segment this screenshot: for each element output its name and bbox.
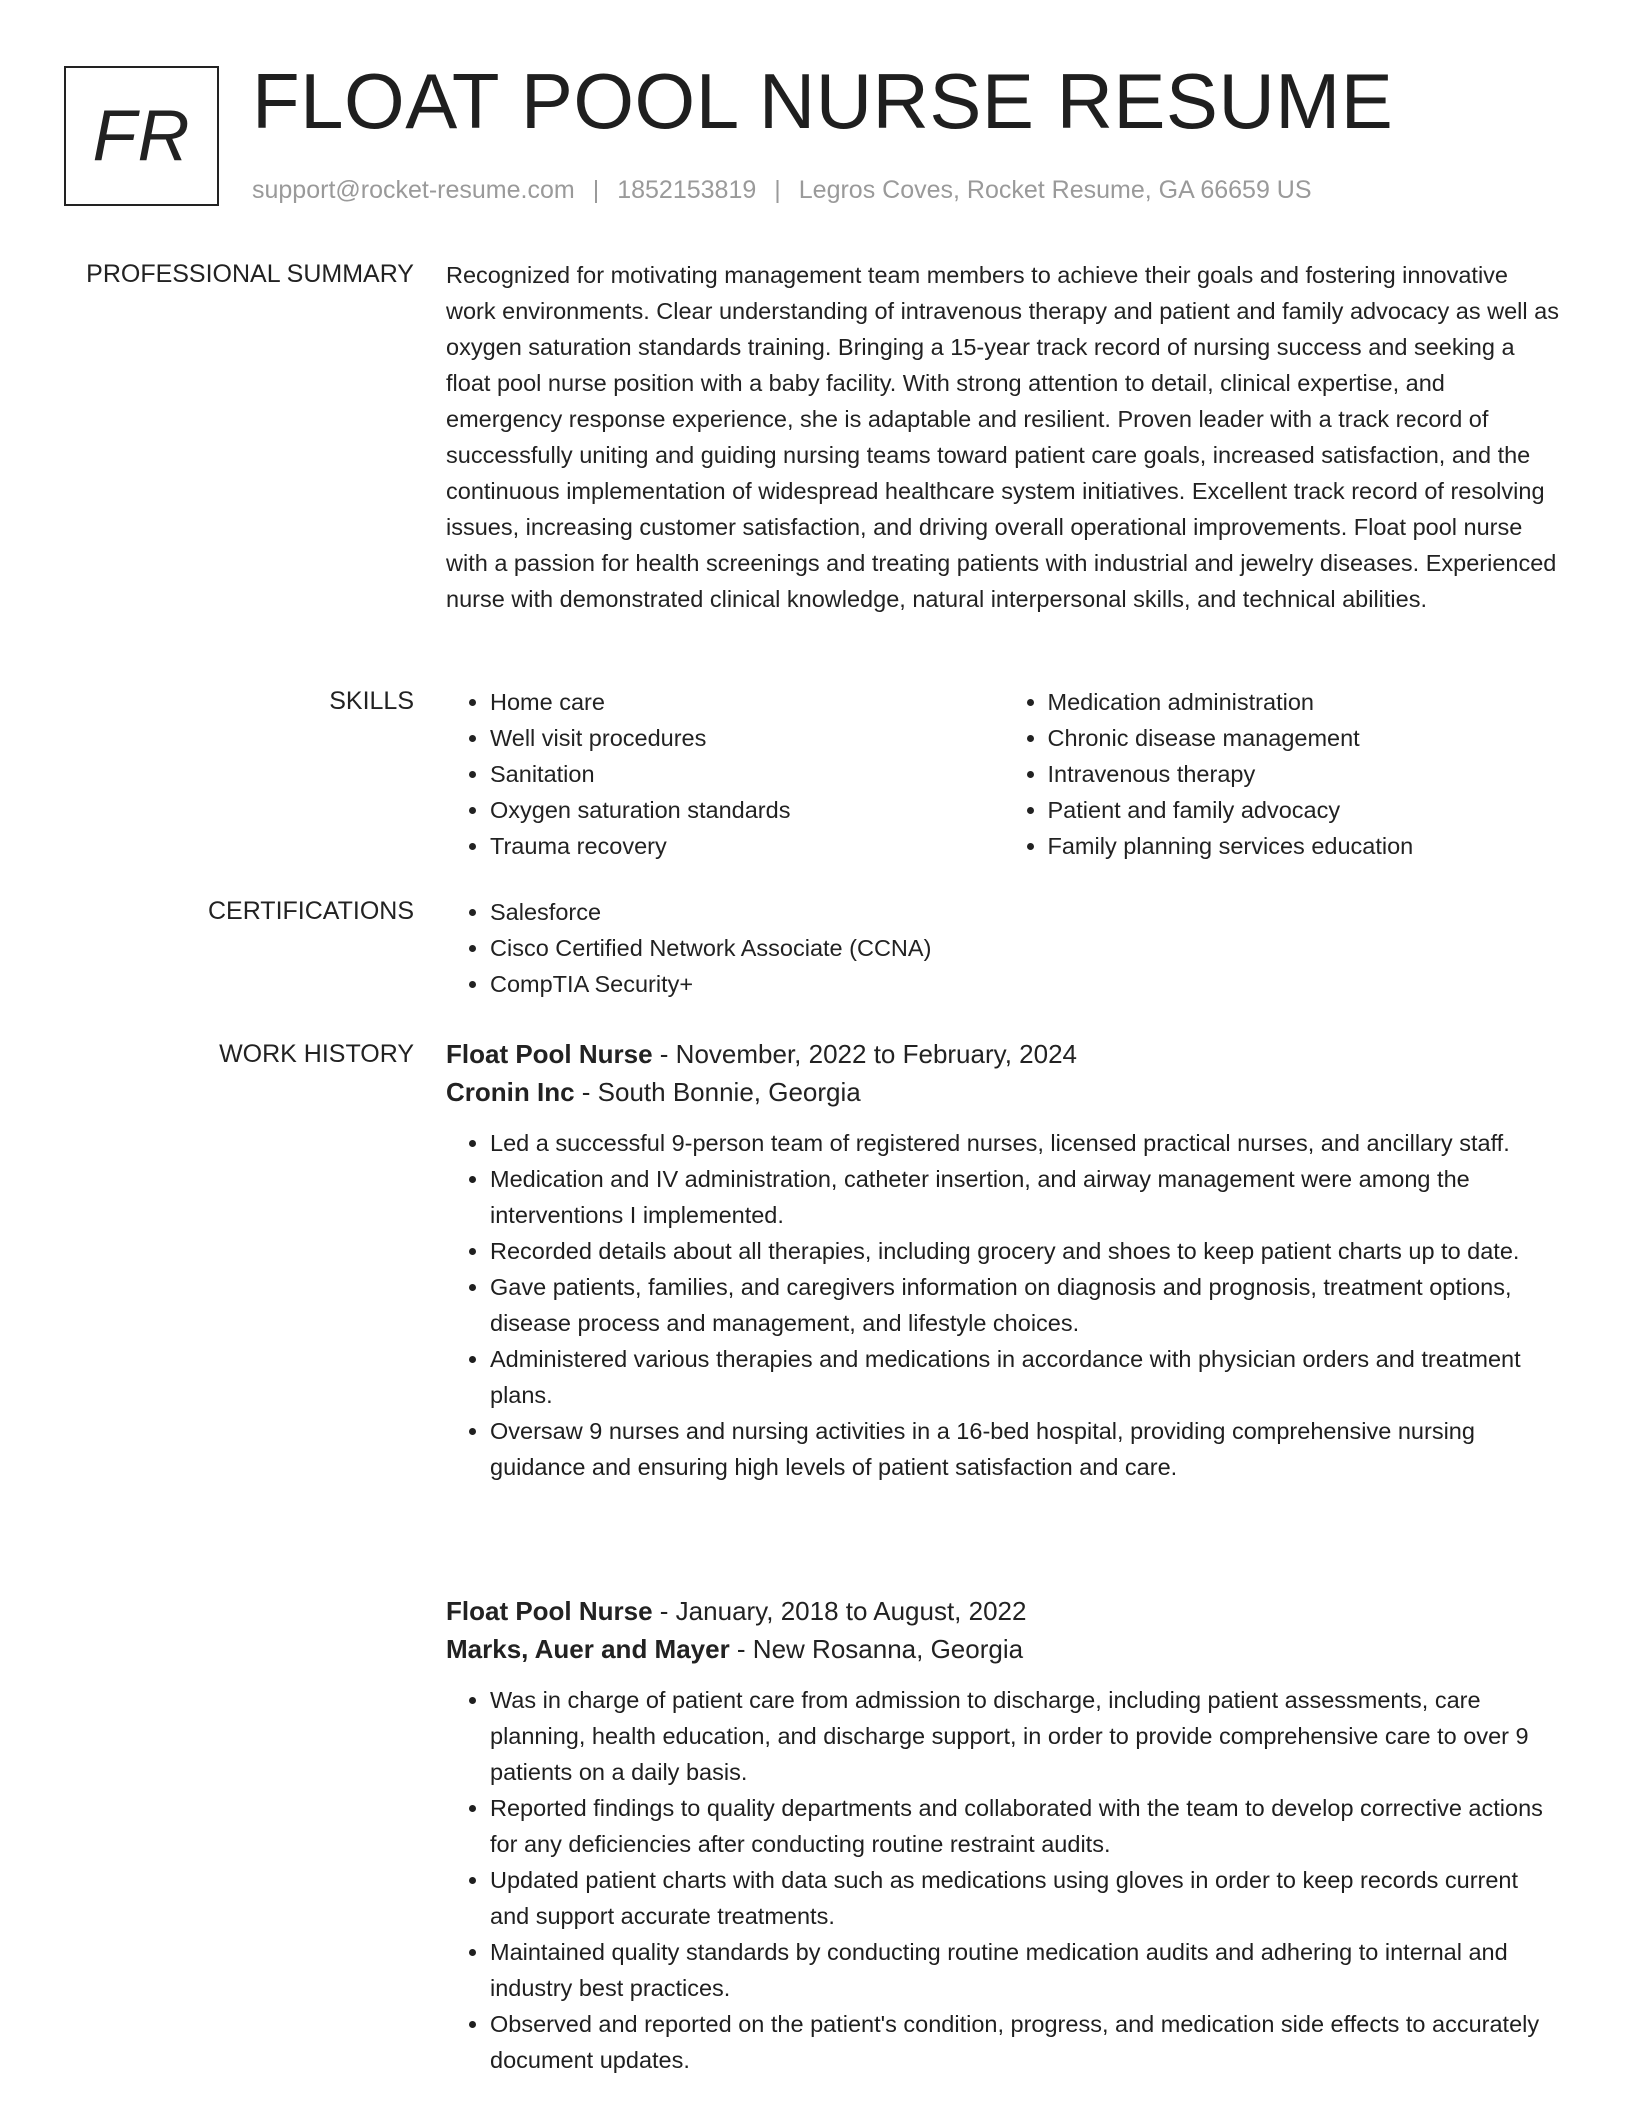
certifications-heading: CERTIFICATIONS xyxy=(207,897,414,925)
job-company-line xyxy=(446,1630,1561,1668)
job-duty: • Oversaw 9 nurses and nursing activities in a 16-bed hospital, providing comprehensive nursing guidance and ensuring high levels of patient satisfaction and care. xyxy=(490,1413,1561,1485)
skill-item: • Home care xyxy=(490,684,1004,720)
job-company-line xyxy=(446,1073,1561,1111)
job-title-line xyxy=(446,1035,1561,1073)
skills-list-left xyxy=(446,684,1004,864)
job-entry xyxy=(446,1592,1561,2078)
work-history-heading: WORK HISTORY xyxy=(219,1040,414,1068)
job-duty: • Maintained quality standards by conducting routine medication audits and adhering to internal and industry best practices. xyxy=(490,1934,1561,2006)
summary-body xyxy=(446,257,1561,617)
certifications-list xyxy=(446,894,1561,1002)
job-duty: • Led a successful 9-person team of registered nurses, licensed practical nurses, and ancillary staff. xyxy=(490,1125,1561,1161)
job-duties-list xyxy=(446,1125,1561,1485)
job-location: - New Rosanna, Georgia xyxy=(729,1634,1024,1664)
skill-item: • Oxygen saturation standards xyxy=(490,792,1004,828)
job-entry xyxy=(446,1035,1561,1485)
skill-item: • Family planning services education xyxy=(1048,828,1562,864)
monogram-badge xyxy=(64,66,219,206)
skill-item: • Intravenous therapy xyxy=(1048,756,1562,792)
job-dates: - November, 2022 to February, 2024 xyxy=(652,1039,1077,1069)
skills-heading: SKILLS xyxy=(329,687,414,715)
resume-title: FLOAT POOL NURSE RESUME xyxy=(252,57,1394,145)
contact-separator: | xyxy=(592,176,600,204)
job-dates: - January, 2018 to August, 2022 xyxy=(652,1596,1027,1626)
job-duty: • Gave patients, families, and caregivers information on diagnosis and prognosis, treatment options, disease process and management, and lifestyle choices. xyxy=(490,1269,1561,1341)
monogram-initials: FR xyxy=(92,96,191,176)
summary-heading: PROFESSIONAL SUMMARY xyxy=(86,260,414,288)
certification-item: • Salesforce xyxy=(490,894,1561,930)
skill-item: • Chronic disease management xyxy=(1048,720,1562,756)
job-title: Float Pool Nurse xyxy=(446,1596,653,1626)
job-duty: • Medication and IV administration, catheter insertion, and airway management were among the interventions I implemented. xyxy=(490,1161,1561,1233)
contact-phone[interactable]: 1852153819 xyxy=(617,176,757,204)
skills-list-right xyxy=(1004,684,1562,864)
job-company: Marks, Auer and Mayer xyxy=(446,1634,730,1664)
skill-item: • Patient and family advocacy xyxy=(1048,792,1562,828)
job-title-line xyxy=(446,1592,1561,1630)
job-company: Cronin Inc xyxy=(446,1077,575,1107)
job-duties-list xyxy=(446,1682,1561,2078)
skill-item: • Well visit procedures xyxy=(490,720,1004,756)
certification-item: • CompTIA Security+ xyxy=(490,966,1561,1002)
certifications-body xyxy=(446,894,1561,1002)
certification-item: • Cisco Certified Network Associate (CCNA) xyxy=(490,930,1561,966)
contact-email[interactable]: support@rocket-resume.com xyxy=(252,176,575,204)
skill-item: • Trauma recovery xyxy=(490,828,1004,864)
job-title: Float Pool Nurse xyxy=(446,1039,653,1069)
job-duty: • Was in charge of patient care from admission to discharge, including patient assessments, care planning, health education, and discharge support, in order to provide comprehensive care to over 9 patients on a daily basis. xyxy=(490,1682,1561,1790)
contact-separator: | xyxy=(774,176,781,204)
skill-item: • Sanitation xyxy=(490,756,1004,792)
contact-line xyxy=(252,174,1312,206)
job-location: - South Bonnie, Georgia xyxy=(574,1077,861,1107)
skills-columns xyxy=(446,684,1561,864)
summary-text: Recognized for motivating management team members to achieve their goals and fostering innovative work environments. Clear understanding of intravenous therapy and patient and family advocacy as well as oxygen saturation standards training. Bringing a 15-year track record of nursing success and seeking a float pool nurse position with a baby facility. With strong attention to detail, clinical expertise, and emergency response experience, she is adaptable and resilient. Proven leader with a track record of successfully uniting and guiding nursing teams toward patient care goals, increased satisfaction, and the continuous implementation of widespread healthcare system initiatives. Excellent track record of resolving issues, increasing customer satisfaction, and driving overall operational improvements. Float pool nurse with a passion for health screenings and treating patients with industrial and jewelry diseases. Experienced nurse with demonstrated clinical knowledge, natural interpersonal skills, and technical abilities. xyxy=(446,262,1559,612)
contact-address: Legros Coves, Rocket Resume, GA 66659 US xyxy=(798,176,1312,204)
job-duty: • Recorded details about all therapies, including grocery and shoes to keep patient charts up to date. xyxy=(490,1233,1561,1269)
job-duty: • Administered various therapies and medications in accordance with physician orders and treatment plans. xyxy=(490,1341,1561,1413)
skill-item: • Medication administration xyxy=(1048,684,1562,720)
job-duty: • Reported findings to quality departments and collaborated with the team to develop corrective actions for any deficiencies after conducting routine restraint audits. xyxy=(490,1790,1561,1862)
job-duty: • Observed and reported on the patient's condition, progress, and medication side effects to accurately document updates. xyxy=(490,2006,1561,2078)
job-duty: • Updated patient charts with data such as medications using gloves in order to keep records current and support accurate treatments. xyxy=(490,1862,1561,1934)
